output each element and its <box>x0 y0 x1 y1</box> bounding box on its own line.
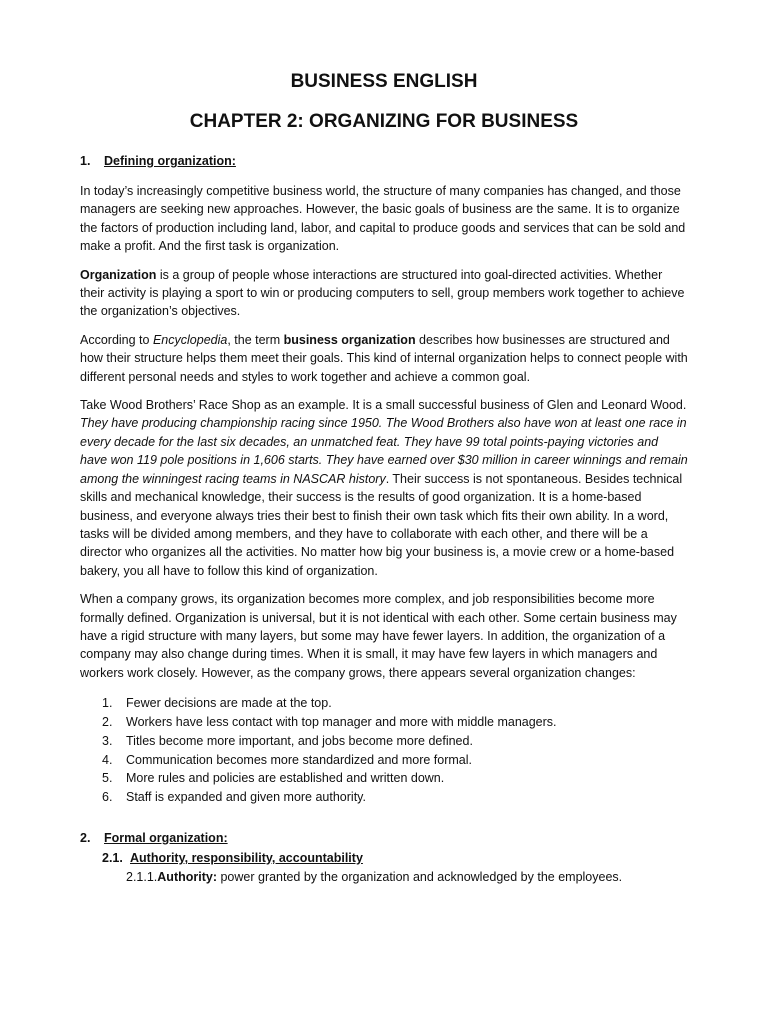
subsection-2-1-number: 2.1. <box>102 850 123 865</box>
paragraph-4 <box>80 396 688 580</box>
list-item: 2. Workers have less contact with top manager and more with middle managers. <box>102 714 557 729</box>
paragraph-3-mid: , the term <box>227 332 284 347</box>
list-item: 6. Staff is expanded and given more authority. <box>102 790 366 805</box>
paragraph-3-rest: describes how businesses are structured and how their structure helps them meet their goals. This kind of internal organization helps to connect people with different personal needs and styles to work together and achieve a common goal. <box>80 332 688 384</box>
list-item: 5. More rules and policies are established and written down. <box>102 771 445 786</box>
subsection-2-1-title: Authority, responsibility, accountability <box>130 850 363 865</box>
paragraph-4-rest: . Their success is not spontaneous. Besides technical skills and mechanical knowledge, their success is the results of good organization. It is a home-based business, and everyone always tries their best to finish their own task which fits their own ability. In a word, tasks will be divided among members, and they have to collaborate with each other, and there will be a director who organizes all the activities. No matter how big your business is, a movie crew or a home-based bakery, you all have to follow this kind of organization. <box>80 471 683 578</box>
section-2-number: 2. <box>80 830 91 845</box>
paragraph-2-text: is a group of people whose interactions are structured into goal-directed activities. Whether their activity is playing a sport to win or producing computers to sell, group members work together to achieve the organization’s objectives. <box>80 267 685 319</box>
paragraph-2 <box>80 266 688 321</box>
paragraph-4-lead: Take Wood Brothers’ Race Shop as an example. It is a small successful business of Glen and Leonard Wood. <box>80 398 687 413</box>
term-authority: Authority: <box>157 869 217 884</box>
wood-brothers-quote: They have producing championship racing since 1950. The Wood Brothers also have won at least one race in every decade for the last six decades, an unmatched feat. They have 99 total points-paying victories and have won 119 pole positions in 1,606 starts. They have earned over $30 million in career winnings and remain among the winningest racing teams in NASCAR history <box>80 416 688 486</box>
section-2-heading <box>80 829 688 847</box>
chapter-title: CHAPTER 2: ORGANIZING FOR BUSINESS <box>189 111 579 132</box>
paragraph-1: In today’s increasingly competitive business world, the structure of many companies has changed, and those managers are seeking new approaches. However, the basic goals of business are the same. It is to organize the factors of production including land, labor, and capital to produce goods and services that can be sold and make a profit. And the first task is organization. <box>80 184 686 254</box>
paragraph-3-lead: According to <box>80 332 153 347</box>
section-1-number: 1. <box>80 154 91 168</box>
authority-definition: power granted by the organization and acknowledged by the employees. <box>217 869 623 884</box>
organization-changes-list <box>80 694 688 807</box>
term-organization: Organization <box>80 267 157 282</box>
paragraph-5: When a company grows, its organization becomes more complex, and job responsibilities become more formally defined. Organization is universal, but it is not identical with each other. Some certain business may have a rigid structure with many layers, but some may have fewer layers. In addition, the organization of a company may also change during times. When it is small, it may have few layers in which managers and workers work closely. However, as the company grows, there appears several organization changes: <box>80 592 677 680</box>
paragraph-3 <box>80 331 688 386</box>
term-business-organization: business organization <box>283 332 416 347</box>
section-1-title: Defining organization: <box>104 154 236 168</box>
subsection-2-1-heading <box>80 849 688 867</box>
list-item: 1. Fewer decisions are made at the top. <box>102 696 332 711</box>
list-item: 4. Communication becomes more standardized and more formal. <box>102 752 472 767</box>
source-encyclopedia: Encyclopedia <box>152 332 228 347</box>
subsection-2-1-1-number: 2.1.1. <box>126 869 158 884</box>
section-2-title: Formal organization: <box>104 830 228 845</box>
section-1-heading <box>80 152 688 170</box>
document-title: BUSINESS ENGLISH <box>290 71 478 92</box>
subsection-2-1-1 <box>80 867 688 887</box>
list-item: 3. Titles become more important, and jobs become more defined. <box>102 733 473 748</box>
